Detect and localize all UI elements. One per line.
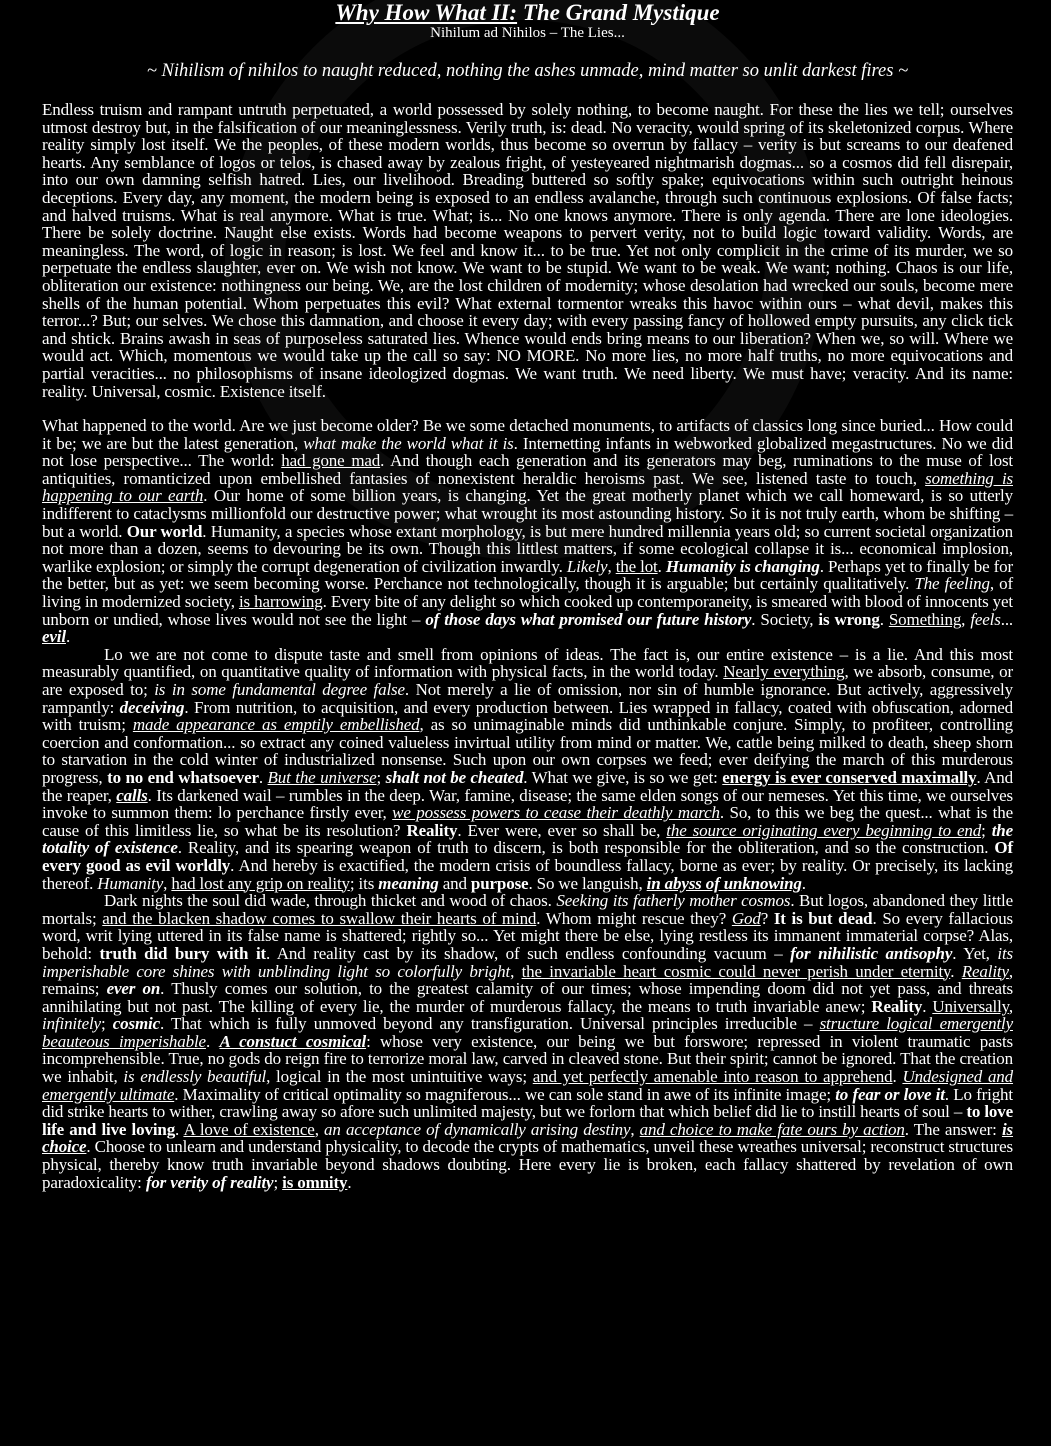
text-run: . Society, xyxy=(751,609,819,629)
text-run: Nearly everything xyxy=(723,662,845,682)
text-run: . Humanity, a species whose extant morphology, is but mere hundred millennia years old; so current societal organization not more than a dozen, seems to devouring be its own. Though this littlest matters, if some ecological collapse it is... economical implosion, warlike explosion; or simply the corrupt degeneration of civilization inwardly. xyxy=(42,521,1013,576)
paragraph-3 xyxy=(42,646,1013,892)
text-run: the invariable heart cosmic could never perish under eternity xyxy=(521,961,951,981)
text-run: . Our home of some billion years, is changing. Yet the great motherly planet which we call homeward, is so utterly indifferent to cataclysms millionfold our destructive power; what wrought its most astounding history. So it is not truly earth, whom be shifting – but a world. xyxy=(42,486,1013,541)
text-run: . What we give, is so we get: xyxy=(523,767,723,787)
text-run: . Choose to unlearn and understand physicality, to decode the crypts of mathematics, unveil these wreathes universal; reconstruct structures physical, thereby know truth invariable beyond shadows doubting. Here every lie is broken, each fallacy shattered by revelation of own paradoxicality: xyxy=(42,1137,1013,1192)
text-run: is wrong xyxy=(818,609,880,629)
text-run: Endless truism and rampant untruth perpetuated, a world possessed by solely nothing, to become naught. For these the lies we tell; ourselves utmost destroy but, in the falsification of our meaninglessness. Verily truth, is: dead. No veracity, would spring of its skeletonized corpus. Where reality simply lost itself. We the peoples, of these modern worlds, thus become so overrun by fallacy – verity is but screams to our deafened hearts. Any semblance of logos or telos, is chased away by zealous fright, of yesteyeared nightmarish dogmas... so a cosmos did fell disrepair, into our own damning selfish hatred. Lies, our livelihood. Breading buttered so softly spake; equivocations within such outright heinous deceptions. Every day, any moment, the modern being is exposed to an endless avalanche, through such continuous explosions. Of false facts; and halved truisms. What is real anymore. What is true. What; is... No one knows anymore. There is only agenda. There are lone ideologies. There be solely doctrine. Naught else exists. Words had become weapons to pervert verity, not to build logic toward validity. Words, are meaningless. The word, of logic in reason; is lost. We feel and know it... to be true. Yet not only complicit in the crime of its murder, we so perpetuate the endless slaughter, ever on. We wish not know. We want to be stupid. We want to be weak. We want; nothing. Chaos is our life, obliteration our existence: nothingness our being. We, are the lost children of modernity; whose desolation had wrecked our souls, become mere shells of the human potential. Whom perpetuates this evil? What external tormentor wreaks this havoc within ours – what devil, makes this terror...? But; our selves. We chose this damnation, and choose it every day; with every passing fancy of hollowed empty pursuits, any click tick and shtick. Brains awash in seas of purposeless saturated lies. Whence would ends bring means to our liberation? When we, so will. Where we would act. Which, momentous we would take up the call so say: NO MORE. No more lies, no more half truths, no more equivocations and partial veracities... no philosophisms of insane ideologized dogmas. We want truth. We need liberty. We must have; veracity. And its name: reality. Universal, cosmic. Existence itself. xyxy=(42,100,1013,401)
text-run: What happened to the world. Are we just become older? Be we some detached monuments, to artifacts of classics long since buried... How could it be; we are but the latest generation, xyxy=(42,416,1013,453)
text-run: cosmic xyxy=(112,1014,161,1034)
text-run: . xyxy=(922,996,933,1016)
text-run: is in some fundamental degree false xyxy=(154,680,405,699)
document-subtitle: Nihilum ad Nihilos – The Lies... xyxy=(430,25,625,41)
text-run: Reality xyxy=(406,820,458,840)
text-run: energy is ever conserved maximally xyxy=(722,767,977,787)
paragraph-2 xyxy=(42,417,1013,646)
text-run: , xyxy=(314,1119,325,1139)
text-run: an acceptance of dynamically arising destiny xyxy=(324,1119,631,1139)
title-rest: The Grand Mystique xyxy=(517,0,720,25)
text-run: , logical in the most unintuitive ways; xyxy=(266,1067,533,1087)
text-run: . xyxy=(879,609,889,629)
text-run: ... xyxy=(1000,609,1014,629)
text-run: . So we languish, xyxy=(528,873,647,893)
text-run: is omnity xyxy=(282,1172,348,1192)
text-run: Something xyxy=(888,609,962,629)
text-run: had gone mad xyxy=(281,451,381,471)
text-run: . The answer: xyxy=(904,1119,1002,1139)
text-run: Likely xyxy=(566,556,608,576)
text-run: But the universe xyxy=(267,767,377,787)
text-run: Lo we are not come to dispute taste and smell from opinions of ideas. The fact is, our entire existence – is a lie. And this most measurably quantified, on quantitative quality of information with physical facts, in the world today. xyxy=(42,644,1013,682)
text-run: evil xyxy=(42,627,66,647)
text-run: A constuct cosmical xyxy=(219,1031,367,1051)
text-run: truth did bury with it xyxy=(99,943,267,963)
text-run: . Every bite of any delight so which cooked up contemporaneity, is smeared with blood of innocents yet unborn or undied, whose lives would not see the light – xyxy=(42,592,1014,629)
text-run: ? xyxy=(760,908,774,928)
text-run: its imperishable core shines with unblinding light so colorfully bright xyxy=(42,943,1013,981)
text-run: It is but dead xyxy=(773,908,873,928)
text-run: , of living in modernized society, xyxy=(42,574,1013,612)
text-run: for verity of reality xyxy=(145,1172,274,1192)
text-run: . xyxy=(65,627,71,647)
text-run: . And hereby is exactified, the modern crisis of boundless fallacy, borne as ever; by reality. Or precisely, its lacking thereof. xyxy=(42,855,1014,893)
text-run: the totality of existence xyxy=(42,820,1013,858)
text-run: shalt not be cheated xyxy=(385,767,524,787)
text-run: of those days what promised our future history xyxy=(425,609,752,629)
text-run: Reality xyxy=(961,961,1009,981)
paragraph-4 xyxy=(42,892,1013,1191)
text-run: and the blacken shadow comes to swallow their hearts of mind xyxy=(102,908,537,928)
text-run: . Ever were, ever so shall be, xyxy=(457,820,667,840)
text-run: . Internetting infants in webworked globalized megastructures. No we did not lose perspective... The world: xyxy=(42,433,1013,471)
text-run: is endlessly beautiful xyxy=(123,1067,267,1087)
text-run: The feeling xyxy=(914,574,990,594)
text-run: . And the reaper, xyxy=(42,767,1013,805)
text-run: . Perhaps yet to finally be for the better, but as yet: we seem becoming worse. Perchance not technologically, though it is arguable; but certainly qualitatively. xyxy=(42,556,1013,594)
text-run: ; its xyxy=(349,873,379,893)
text-run: is harrowing xyxy=(238,592,323,612)
title-underlined-part: Why How What II: xyxy=(335,0,518,25)
text-run: . Reality, and its spearing weapon of truth to discern, is both responsible for the obliteration, and so the construction. xyxy=(177,838,995,858)
text-run: infinitely xyxy=(42,1014,101,1034)
text-run: for nihilistic antisophy xyxy=(790,943,953,963)
text-run: . xyxy=(801,873,806,893)
text-run: . Lo fright did strike hearts to wither, crawling away so afore such unlimited majesty, but we forlorn that which belief did lie to instill hearts of soul – xyxy=(42,1084,1013,1122)
text-run: meaning xyxy=(378,873,439,893)
text-run: made appearance as emptily embellished xyxy=(132,715,420,735)
text-run: calls xyxy=(116,785,148,805)
text-run: deceiving xyxy=(119,697,185,717)
text-run: . xyxy=(258,767,268,787)
text-run: , we absorb, consume, or are exposed to; xyxy=(42,662,1013,699)
text-run: in abyss of unknowing xyxy=(646,873,802,893)
text-run: . So every fallacious word, writ lying uttered in its false name is shattered; rightly so... Yet might there be else, lying restless its immanent immaterial corpse? Alas, behold: xyxy=(42,908,1014,963)
text-run: structure logical emergently beauteous imperishable xyxy=(42,1014,1013,1051)
text-run: . xyxy=(892,1067,903,1087)
text-run: ; xyxy=(981,820,992,840)
text-run: . Yet, xyxy=(952,943,998,963)
text-run: God xyxy=(731,908,761,928)
text-run: . But logos, abandoned they little mortals; xyxy=(42,891,1013,928)
text-run: we possess powers to cease their deathly march xyxy=(392,803,720,823)
text-run: to love life and live loving xyxy=(42,1102,1013,1139)
text-run: to fear or love it xyxy=(835,1084,945,1104)
text-run: Humanity xyxy=(97,873,164,893)
text-run: , xyxy=(961,609,971,629)
text-run: purpose xyxy=(470,873,529,893)
text-run: : whose very existence, our being we but forswore; repressed in violent traumatic pasts incomprehensible. True, no gods do reign fire to terrorize moral law, carved in cleaved stone. But their spirit; cannot be ignored. That the creation we inhabit, xyxy=(42,1031,1013,1087)
text-run: the source originating every beginning to end xyxy=(666,820,982,840)
text-run: . Not merely a lie of omission, nor sin of humble ignorance. But actively, aggressively rampantly: xyxy=(42,680,1013,717)
text-run: ; xyxy=(273,1172,283,1192)
text-run: . xyxy=(950,961,962,981)
text-run: . xyxy=(347,1172,352,1192)
text-run: . And reality cast by its shadow, of such endless confounding vacuum – xyxy=(266,943,791,963)
text-run: , as so unimaginable minds did unthinkable conjure. Simply, to profiteer, controlling coercion and conformation... so extract any coined valueless invirtual utility from mind or matter. We, cattle being milked to death, sheep shorn to starvation in the cold winter of industrialized nonsense. Such upon our own corpses we feed; ever deifying the march of this murderous progress, xyxy=(42,715,1013,787)
text-run: . From nutrition, to acquisition, and every production between. Lies wrapped in fallacy, coated with obfuscation, adorned with truism; xyxy=(42,697,1013,735)
text-run: , remains; xyxy=(42,961,1013,999)
text-run: is choice xyxy=(42,1119,1014,1157)
text-run: . And though each generation and its generators may beg, ruminations to the muse of lost antiquities, romanticized upon embellished fantasies of nonexistent heraldic heroisms past. We see, listened taste to touch, xyxy=(42,451,1013,488)
text-run: feels xyxy=(970,609,1001,629)
text-run: . xyxy=(175,1119,184,1139)
text-run: . xyxy=(657,556,666,576)
text-run: the lot xyxy=(615,556,658,576)
text-run: what make the world what it is xyxy=(303,433,514,453)
text-run: Universally xyxy=(932,996,1009,1016)
text-run: ; xyxy=(376,767,386,787)
text-run: ever on xyxy=(106,979,161,999)
text-run: . So, to this we beg the quest... what is the cause of this limitless lie, so what be its resolution? xyxy=(42,803,1013,840)
text-run: , xyxy=(607,556,616,576)
text-run: . Maximality of critical optimality so magniferous... we can sole stand in awe of its infinite image; xyxy=(174,1084,836,1104)
text-run: to no end whatsoever xyxy=(107,767,259,787)
text-run: , xyxy=(510,961,522,981)
text-run: something is happening to our earth xyxy=(42,468,1013,506)
text-run: . Its darkened wail – rumbles in the deep. War, famine, disease; the same elden songs of our nemeses. Yet this time, we ourselves invoke to summon them: lo perchance firstly ever, xyxy=(42,785,1013,823)
text-run: Seeking its fatherly mother cosmos xyxy=(556,891,791,911)
text-run: Of every good as evil worldly xyxy=(42,838,1013,875)
text-run: and choice to make fate ours by action xyxy=(639,1119,905,1139)
text-run: Undesigned and emergently ultimate xyxy=(42,1067,1014,1104)
text-run: . xyxy=(205,1031,220,1051)
paragraph-1 xyxy=(42,101,1013,400)
text-run: and xyxy=(438,873,471,893)
text-run: and yet perfectly amenable into reason to apprehend xyxy=(532,1067,893,1087)
text-run: ; xyxy=(100,1014,113,1034)
text-run: Reality xyxy=(871,996,923,1016)
document-title xyxy=(42,0,1013,25)
text-run: Our world xyxy=(126,521,203,541)
text-run: , xyxy=(630,1119,640,1139)
text-run: Humanity is changing xyxy=(665,556,820,576)
text-run: , xyxy=(163,873,172,893)
text-run: , xyxy=(1008,996,1013,1016)
epigraph: ~ Nihilism of nihilos to naught reduced, nothing the ashes unmade, mind matter so unlit darkest fires ~ xyxy=(146,61,909,81)
text-run: . Thusly comes our solution, to the greatest calamity of our times; whose impending doom did not yet pass, and threats annihilating but not past. The killing of every lie, the murder of murderous fallacy, the means to truth invariable anew; xyxy=(42,979,1013,1016)
text-run: . That which is fully unmoved beyond any transfiguration. Universal principles irreducible – xyxy=(160,1014,820,1034)
text-run: . Whom might rescue they? xyxy=(536,908,732,928)
text-run: Dark nights the soul did wade, through thicket and wood of chaos. xyxy=(104,891,557,911)
text-run: A love of existence xyxy=(183,1119,315,1139)
text-run: had lost any grip on reality xyxy=(171,873,350,893)
